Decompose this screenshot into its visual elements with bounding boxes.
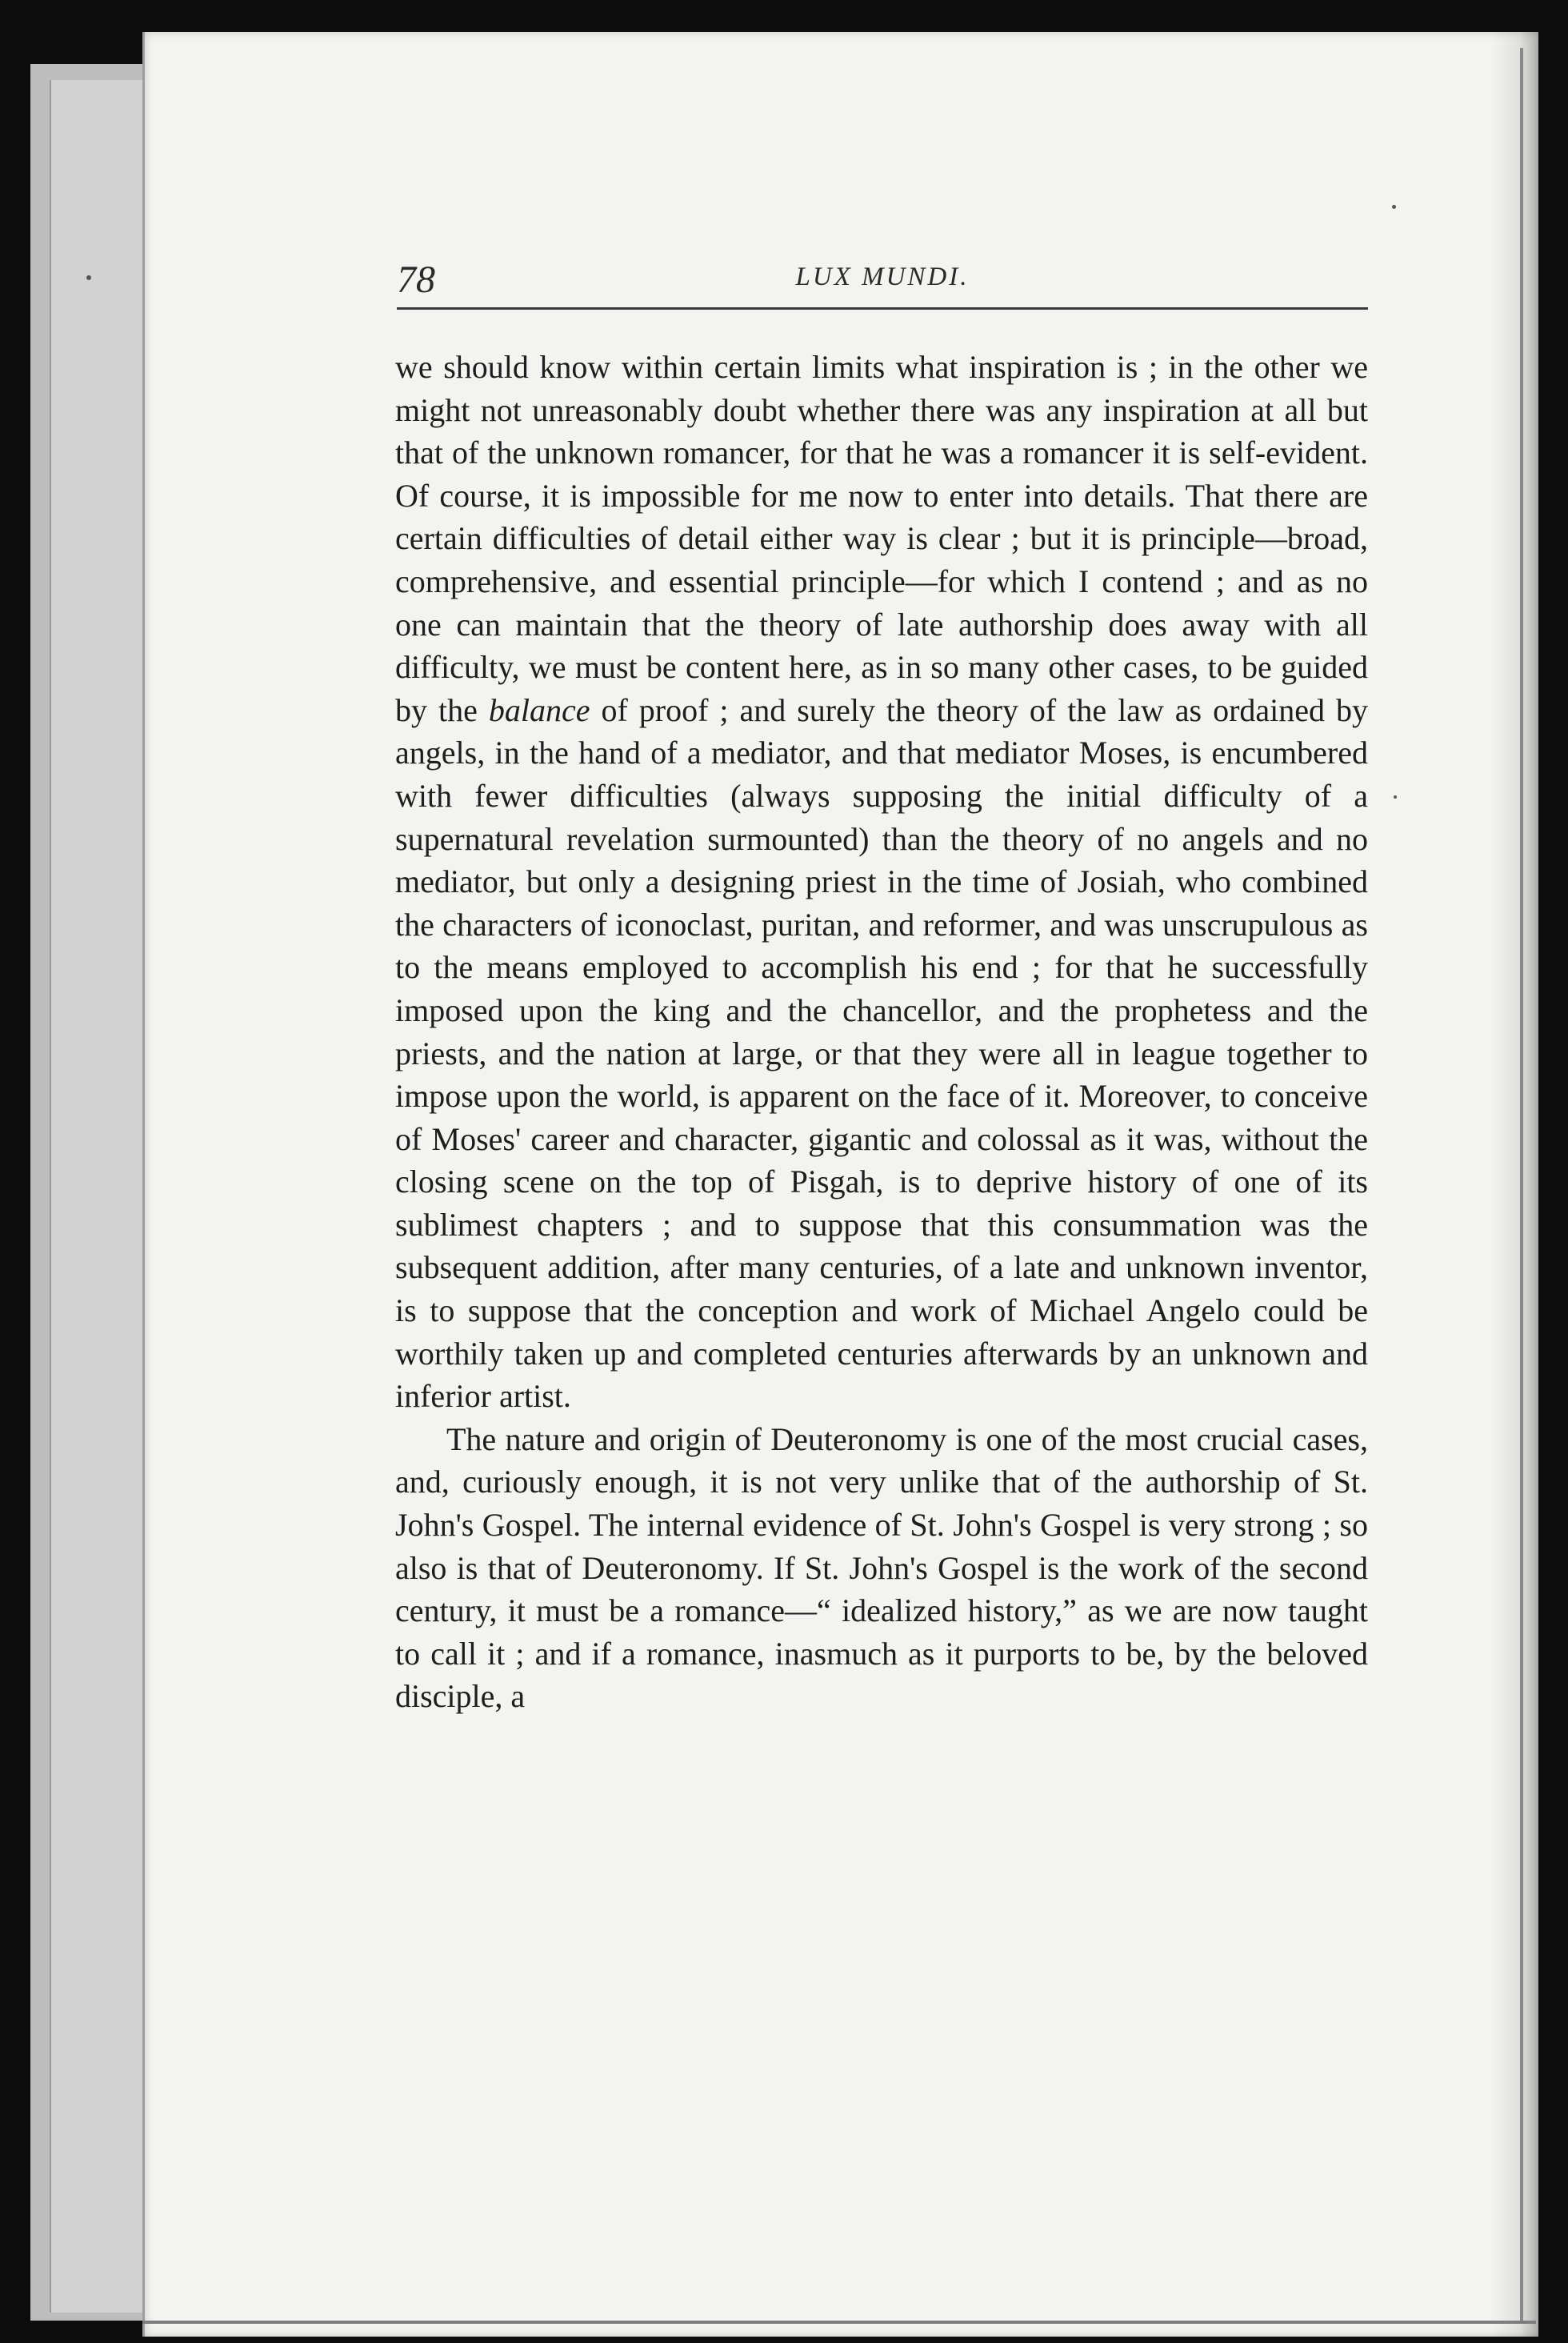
running-head [397,258,1368,307]
ink-speck [1394,795,1397,799]
ink-speck [1392,205,1396,209]
page-right-edge [1520,48,1523,2321]
italic-balance: balance [488,691,590,728]
running-title: LUX MUNDI. [795,262,970,291]
header-rule [397,307,1368,310]
page-shadow [1490,32,1538,2337]
page-number: 78 [397,258,435,301]
body-text [395,346,1368,1718]
paragraph-1 [395,346,1368,1418]
ink-speck [86,275,91,280]
paragraph-1-part-b: of proof ; and surely the theory of the law as ordained by angels, in the hand of a mediator, and that mediator Moses, is encumbered with fewer difficulties (always supposing the initial difficulty of a supernatural revelation surmounted) than the theory of no angels and no mediator, but only a designing priest in the time of Josiah, who combined the characters of iconoclast, puritan, and reformer, and was unscrupulous as to the means employed to accomplish his end ; for that he successfully imposed upon the king and the chancellor, and the prophetess and the priests, and the nation at large, or that they were all in league together to impose upon the world, is apparent on the face of it. Moreover, to conceive of Moses' career and character, gigantic and colossal as it was, without the closing scene on the top of Pisgah, is to deprive history of one of its sublimest chapters ; and to suppose that this consummation was the subsequent addition, after many centuries, of a late and unknown inventor, is to suppose that the conception and work of Michael Angelo could be worthily taken up and completed centuries afterwards by an unknown and inferior artist. [395,691,1369,1415]
paragraph-1-part-a: we should know within certain limits what inspiration is ; in the other we might not unreasonably doubt whether there was any inspiration at all but that of the unknown romancer, for that he was a romancer it is self-evident. Of course, it is impossible for me now to enter into details. That there are certain difficulties of detail either way is clear ; but it is principle—broad, comprehensive, and essential principle—for which I contend ; and as no one can maintain that the theory of late authorship does away with all difficulty, we must be content here, as in so many other cases, to be guided by the [395,349,1368,728]
paragraph-2: The nature and origin of Deuteronomy is one of the most crucial cases, and, curiously enough, it is not very unlike that of the authorship of St. John's Gospel. The internal evidence of St. John's Gospel is very strong ; so also is that of Deuteronomy. If St. John's Gospel is the work of the second century, it must be a romance—“ idealized history,” as we are now taught to call it ; and if a romance, inasmuch as it purports to be, by the beloved disciple, a [395,1420,1368,1715]
page-bottom-edge [142,2321,1536,2324]
